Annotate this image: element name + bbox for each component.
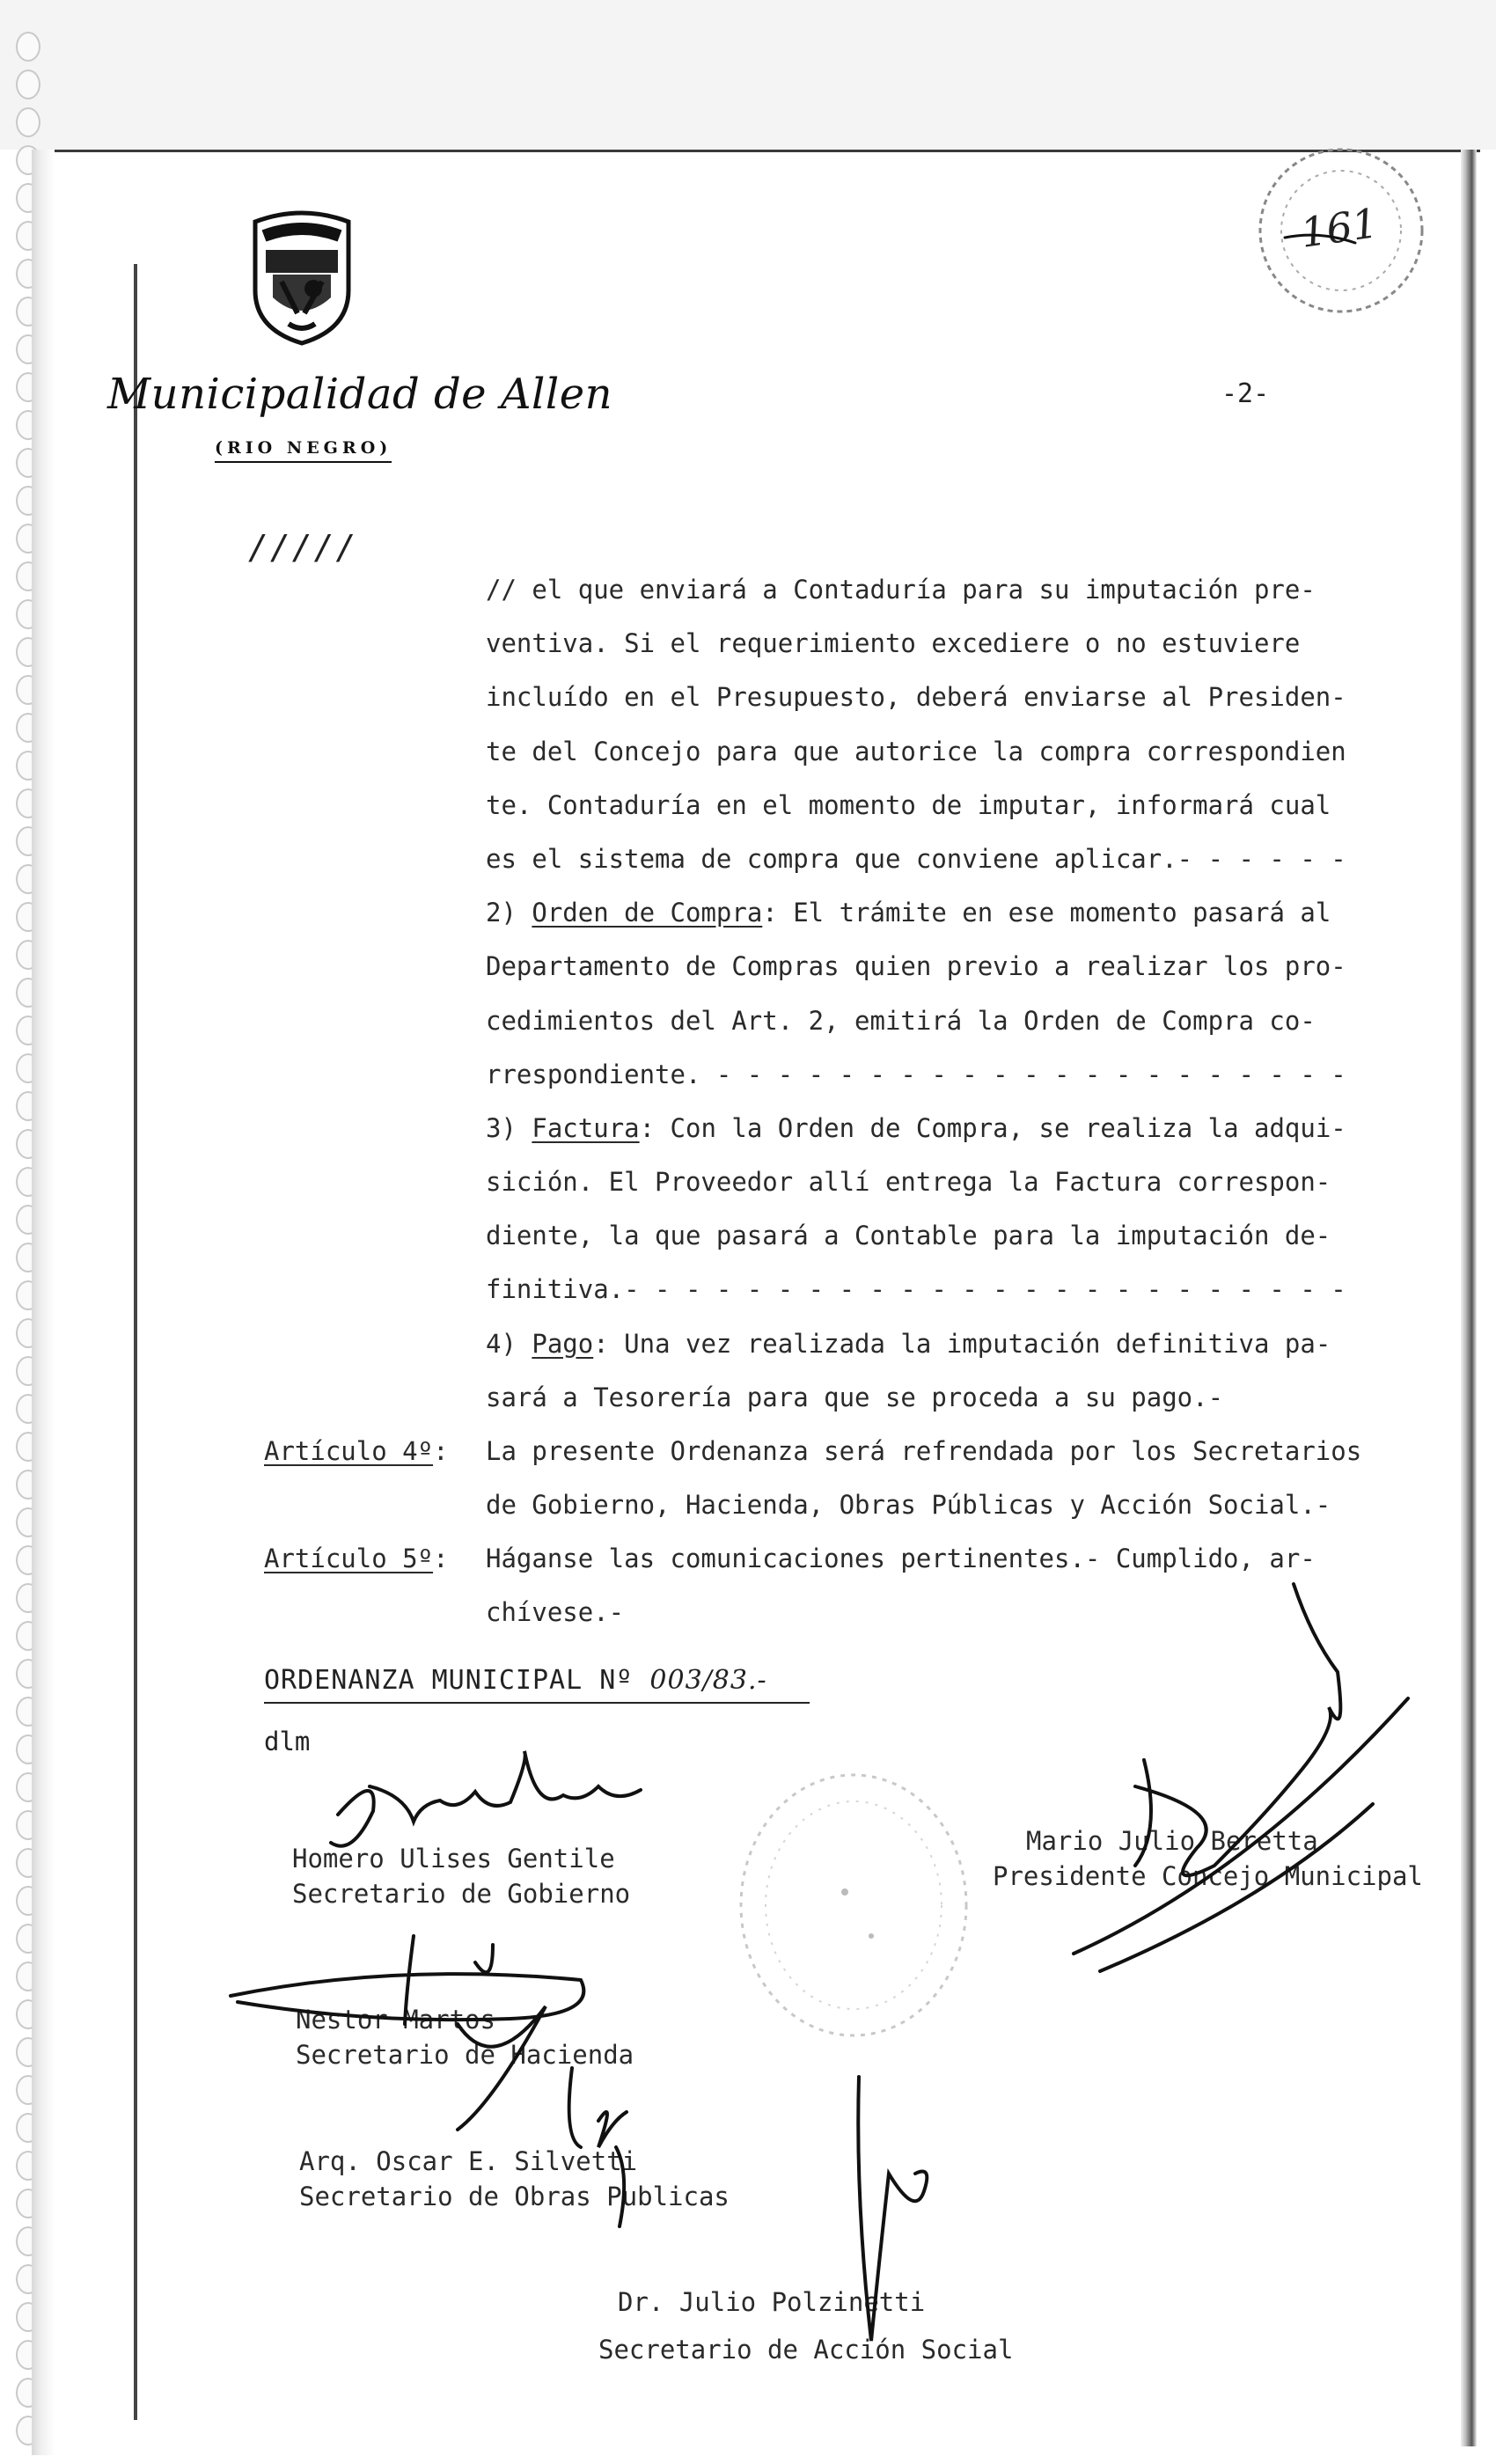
item-title: Orden de Compra bbox=[532, 898, 763, 928]
body-line: // el que enviará a Contaduría para su imputación pre- bbox=[486, 575, 1316, 605]
scan-top-strip bbox=[0, 0, 1496, 150]
signatory-title: Secretario de Gobierno bbox=[292, 1879, 631, 1909]
page-right-edge bbox=[1461, 150, 1477, 2446]
page-number: -2- bbox=[1221, 378, 1270, 409]
signatory-name: Mario Julio Beretta bbox=[1026, 1826, 1318, 1856]
item-text: : Con la Orden de Compra, se realiza la adqui- bbox=[639, 1112, 1346, 1143]
item-factura bbox=[486, 1102, 1461, 1155]
page-edge-shadow bbox=[32, 150, 55, 2455]
signatory-polzinetti bbox=[598, 2284, 1013, 2367]
body-line: ventiva. Si el requerimiento excediere o no estuviere bbox=[486, 628, 1301, 659]
body-line: te del Concejo para que autorice la compra correspondien bbox=[486, 736, 1346, 766]
signatory-martos bbox=[296, 2002, 634, 2072]
body-line: te. Contaduría en el momento de imputar, informará cual bbox=[486, 789, 1331, 820]
item-line: diente, la que pasará a Contable para la imputación de- bbox=[486, 1221, 1331, 1251]
municipal-crest-icon bbox=[246, 209, 357, 347]
signatory-title: Secretario de Acción Social bbox=[598, 2335, 1014, 2365]
signatory-title: Secretario de Obras Publicas bbox=[299, 2182, 730, 2211]
continuation-mark: ///// bbox=[248, 528, 358, 567]
signatory-name: Dr. Julio Polzinetti bbox=[618, 2287, 926, 2317]
ordenanza-underline bbox=[264, 1702, 810, 1704]
item-pago bbox=[486, 1317, 1461, 1371]
signatory-name: Arq. Oscar E. Silvetti bbox=[299, 2146, 638, 2176]
ordenanza-handwritten-number: 003/83.- bbox=[649, 1665, 767, 1696]
official-seal bbox=[730, 1760, 977, 2042]
signatory-name: Nestor Martos bbox=[296, 2005, 495, 2035]
signatory-title: Secretario de Hacienda bbox=[296, 2040, 634, 2070]
item-number: 3) bbox=[486, 1112, 517, 1143]
article-line: Háganse las comunicaciones pertinentes.- Cumplido, ar- bbox=[486, 1544, 1316, 1573]
item-line: rrespondiente. - - - - - - - - - - - - - - - - - - - - - bbox=[486, 1059, 1346, 1089]
signatory-gentile bbox=[292, 1841, 630, 1911]
body-line: es el sistema de compra que conviene aplicar.- - - - - - bbox=[486, 843, 1346, 874]
signatory-silvetti bbox=[299, 2144, 730, 2214]
typist-initials: dlm bbox=[264, 1727, 311, 1756]
item-title: Factura bbox=[532, 1112, 640, 1143]
ordenanza-number bbox=[264, 1665, 767, 1696]
page-left-margin-line bbox=[134, 264, 137, 2420]
signatory-title: Presidente Concejo Municipal bbox=[993, 1861, 1423, 1891]
item-text: : Una vez realizada la imputación definitiva pa- bbox=[593, 1328, 1331, 1359]
article-separator: : bbox=[433, 1544, 449, 1573]
item-number: 2) bbox=[486, 898, 517, 928]
item-line: Departamento de Compras quien previo a realizar los pro- bbox=[486, 951, 1346, 982]
item-line: cedimientos del Art. 2, emitirá la Orden de Compra co- bbox=[486, 1005, 1316, 1036]
binder-hole bbox=[16, 70, 40, 99]
item-number: 4) bbox=[486, 1328, 517, 1359]
folio-number: 161 bbox=[1297, 199, 1382, 257]
article-5 bbox=[264, 1532, 1316, 1628]
item-line: sición. El Proveedor allí entrega la Factura correspon- bbox=[486, 1167, 1331, 1198]
binder-hole bbox=[16, 107, 40, 137]
article-label: Artículo 4º bbox=[264, 1436, 434, 1466]
binder-hole bbox=[16, 32, 40, 62]
province-name: (RIO NEGRO) bbox=[215, 438, 392, 463]
ordenanza-prefix: ORDENANZA MUNICIPAL Nº bbox=[264, 1665, 650, 1696]
item-line: finitiva.- - - - - - - - - - - - - - - - - - - - - - - - bbox=[486, 1274, 1346, 1305]
item-line: sará a Tesorería para que se proceda a su pago.- bbox=[486, 1382, 1224, 1412]
signatory-beretta bbox=[993, 1823, 1457, 1894]
body-text bbox=[486, 563, 1461, 1425]
item-orden-de-compra bbox=[486, 886, 1461, 940]
item-text: : El trámite en ese momento pasará al bbox=[762, 898, 1331, 928]
article-line: chívese.- bbox=[486, 1597, 625, 1628]
article-separator: : bbox=[433, 1436, 449, 1466]
article-line: de Gobierno, Hacienda, Obras Públicas y Acción Social.- bbox=[486, 1490, 1331, 1521]
body-line: incluído en el Presupuesto, deberá enviarse al Presiden- bbox=[486, 682, 1346, 713]
item-title: Pago bbox=[532, 1328, 594, 1359]
municipality-name: Municipalidad de Allen bbox=[107, 370, 613, 419]
signatory-name: Homero Ulises Gentile bbox=[292, 1844, 615, 1874]
article-4 bbox=[264, 1425, 1362, 1521]
article-label: Artículo 5º bbox=[264, 1544, 434, 1573]
article-line: La presente Ordenanza será refrendada por los Secretarios bbox=[486, 1436, 1362, 1466]
